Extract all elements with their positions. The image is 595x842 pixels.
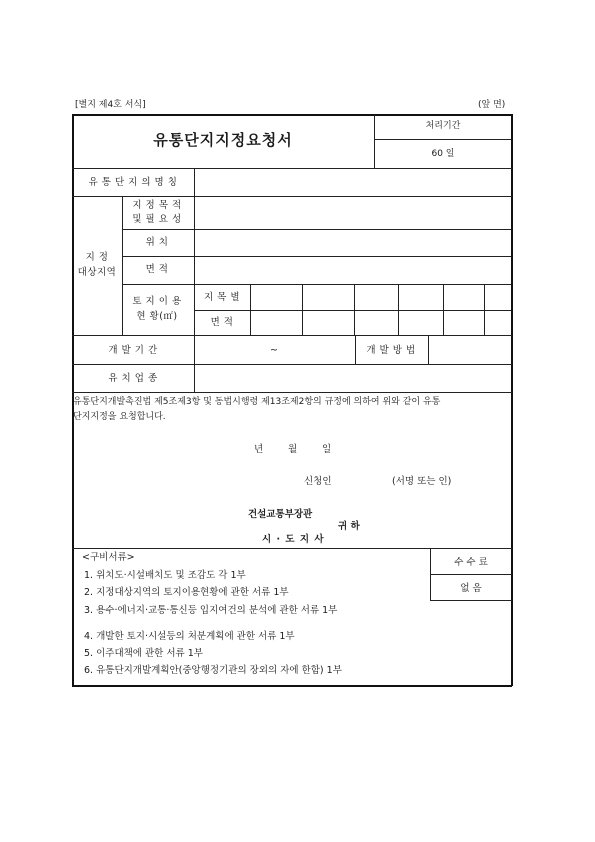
processing-period-value: 60 일 (431, 149, 455, 159)
fee-value: 없 음 (460, 583, 482, 594)
processing-period-label: 처리기간 (425, 121, 461, 131)
target-area-label-b: 대상지역 (77, 267, 117, 278)
recipient-governor: 시 · 도 지 사 (262, 534, 325, 545)
document-item: 1. 위치도·시설배치도 및 조감도 각 1부 (84, 570, 246, 581)
document-item: 5. 이주대책에 관한 서류 1부 (84, 648, 203, 659)
date-day-label: 일 (322, 444, 332, 455)
fee-label: 수 수 료 (454, 557, 488, 568)
development-method-field[interactable] (429, 336, 511, 364)
applicant-label: 신청인 (304, 476, 332, 487)
statement-line-2: 단지지정을 요청합니다. (73, 412, 166, 422)
land-use-label-b: 현 황(㎡) (136, 311, 178, 322)
land-area-label: 면 적 (210, 317, 234, 328)
form-number: [별지 제4호 서식] (75, 100, 146, 110)
statement-line-1: 유통단지개발촉진법 제5조제3항 및 동법시행령 제13조제2항의 규정에 의하여 위와 같이 유통 (73, 397, 441, 407)
date-month-label: 월 (288, 444, 298, 455)
date-year-label: 년 (254, 444, 264, 455)
complex-name-field[interactable] (195, 169, 511, 196)
page-side-label: (앞 면) (478, 100, 506, 110)
document-item: 4. 개발한 토지·시설등의 처분계획에 관한 서류 1부 (84, 631, 295, 642)
location-label: 위 치 (145, 237, 169, 248)
form-title: 유통단지지정요청서 (153, 131, 293, 149)
recipient-honorific: 귀 하 (338, 521, 360, 532)
purpose-label-a: 지 정 목 적 (132, 200, 182, 211)
purpose-field[interactable] (195, 197, 511, 229)
documents-heading: <구비서류> (82, 552, 135, 563)
development-period-field[interactable] (195, 336, 355, 364)
document-item: 2. 지정대상지역의 토지이용현황에 관한 서류 1부 (84, 587, 289, 598)
complex-name-label: 유 통 단 지 의 명 칭 (88, 177, 178, 188)
location-field[interactable] (195, 230, 511, 256)
period-separator: ~ (270, 345, 278, 356)
development-method-label: 개 발 방 법 (366, 345, 416, 356)
area-label: 면 적 (145, 264, 169, 275)
development-period-label: 개 발 기 간 (108, 345, 158, 356)
target-area-label-a: 지 정 (85, 252, 109, 263)
recipient-minister: 건설교통부장관 (248, 509, 313, 520)
document-item: 6. 유통단지개발계획안(중앙행정기관의 장외의 자에 한함) 1부 (84, 665, 342, 676)
land-use-label-a: 토 지 이 용 (132, 296, 182, 307)
signature-label: (서명 또는 인) (392, 476, 452, 487)
document-item: 3. 용수·에너지·교통·통신등 입지여건의 분석에 관한 서류 1부 (84, 605, 338, 616)
jimok-label: 지 목 별 (203, 292, 241, 303)
area-field[interactable] (195, 257, 511, 284)
attracted-industry-label: 유 치 업 종 (108, 373, 158, 384)
purpose-label-b: 및 필 요 성 (132, 214, 182, 225)
attracted-industry-field[interactable] (195, 365, 511, 392)
